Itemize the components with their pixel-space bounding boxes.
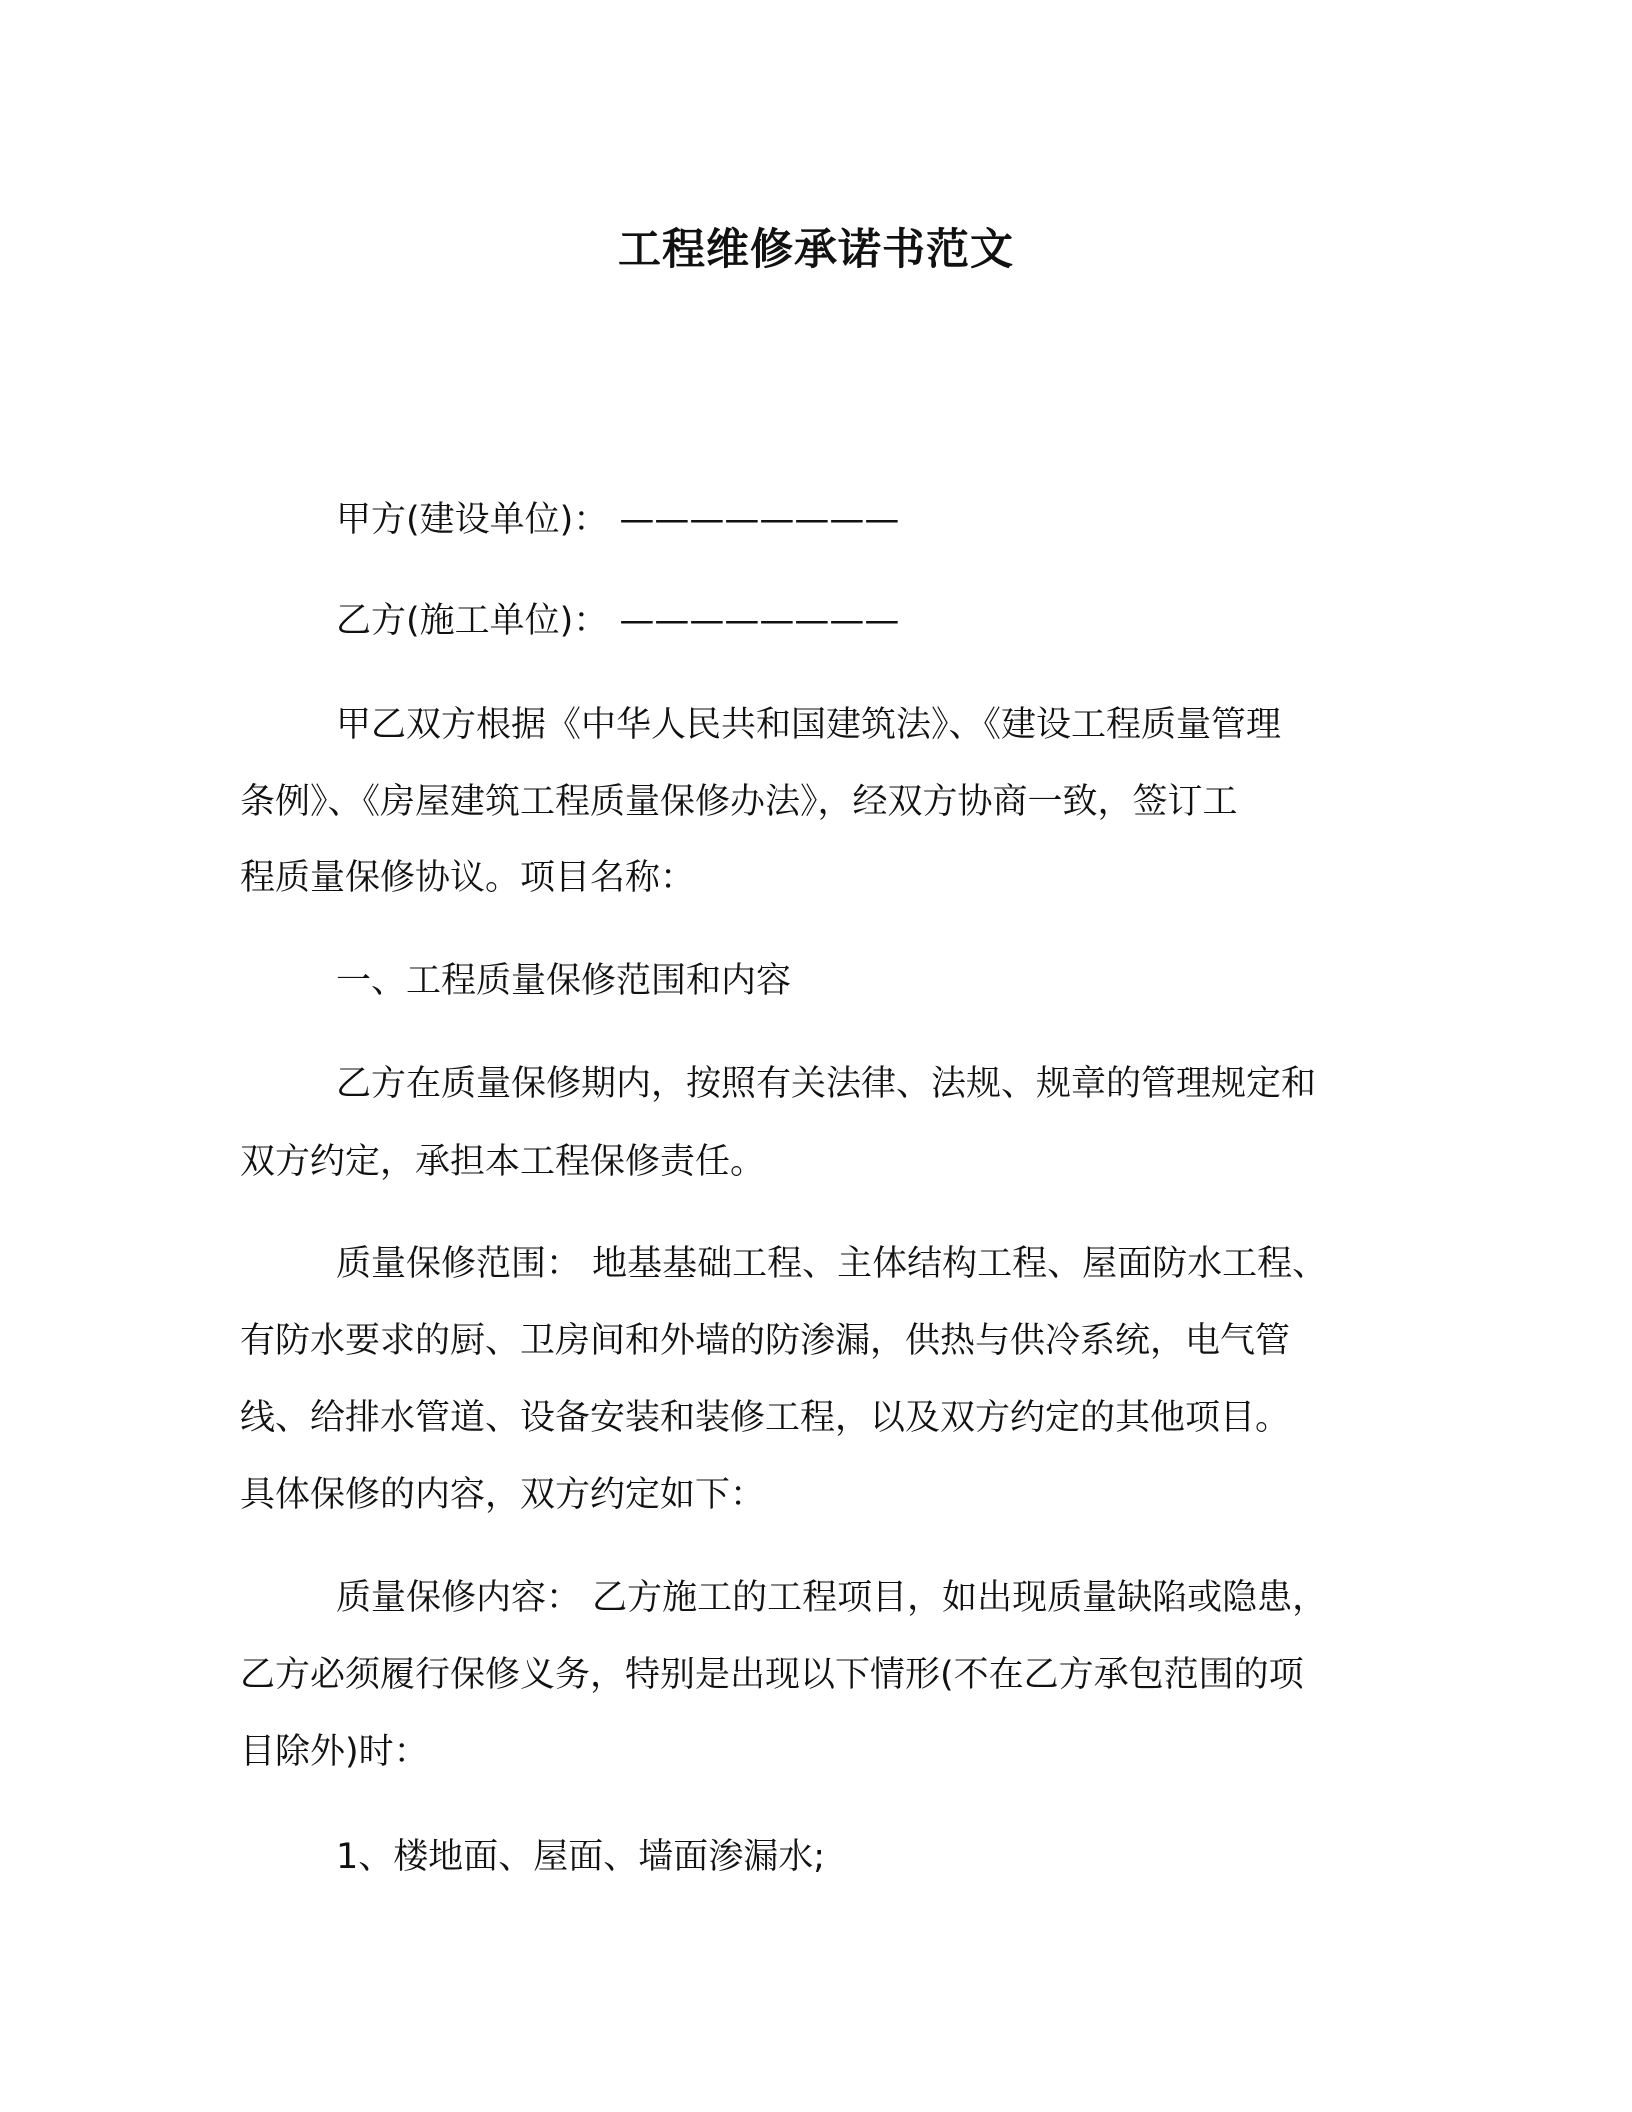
- paragraph-line: 目除外)时：: [240, 1732, 429, 1772]
- party-a-line: 甲方(建设单位)： ————————: [336, 500, 900, 540]
- paragraph-line: 条例》、《房屋建筑工程质量保修办法》，经双方协商一致，签订工: [240, 782, 1238, 822]
- party-b-line: 乙方(施工单位)： ————————: [336, 601, 900, 641]
- list-item: 1、楼地面、屋面、墙面渗漏水;: [336, 1837, 826, 1877]
- paragraph-line: 质量保修范围： 地基基础工程、主体结构工程、屋面防水工程、: [336, 1244, 1328, 1284]
- paragraph-line: 程质量保修协议。项目名称：: [240, 858, 696, 898]
- paragraph-line: 线、给排水管道、设备安装和装修工程，以及双方约定的其他项目。: [240, 1398, 1291, 1438]
- paragraph-line: 乙方必须履行保修义务，特别是出现以下情形(不在乙方承包范围的项: [240, 1655, 1304, 1695]
- paragraph-line: 质量保修内容： 乙方施工的工程项目，如出现质量缺陷或隐患，: [336, 1578, 1328, 1618]
- section-heading: 一、工程质量保修范围和内容: [336, 961, 792, 1001]
- paragraph-line: 甲乙双方根据《中华人民共和国建筑法》、《建设工程质量管理: [336, 705, 1282, 745]
- document-title: 工程维修承诺书范文: [618, 225, 1014, 275]
- paragraph-line: 双方约定，承担本工程保修责任。: [240, 1142, 766, 1182]
- paragraph-line: 有防水要求的厨、卫房间和外墙的防渗漏，供热与供冷系统，电气管: [240, 1321, 1291, 1361]
- paragraph-line: 具体保修的内容，双方约定如下：: [240, 1475, 766, 1515]
- paragraph-line: 乙方在质量保修期内，按照有关法律、法规、规章的管理规定和: [336, 1064, 1317, 1104]
